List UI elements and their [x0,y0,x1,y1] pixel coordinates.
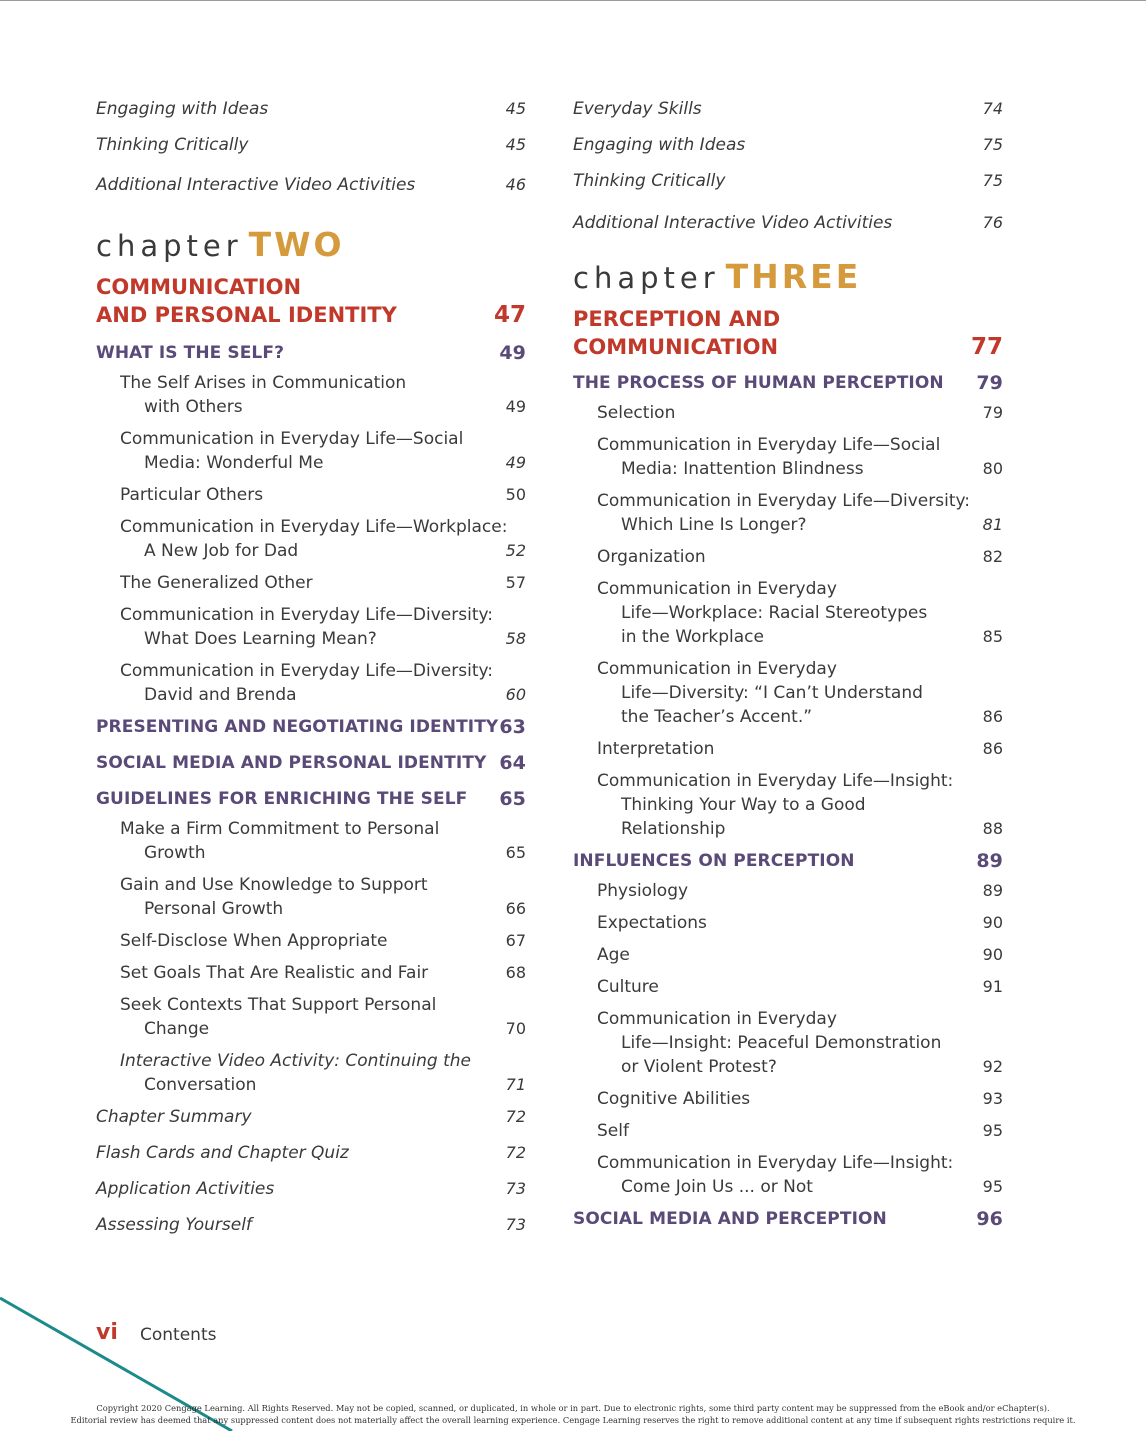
toc-entry[interactable]: Expectations 90 [597,913,1003,933]
toc-entry[interactable]: Self-Disclose When Appropriate 67 [120,931,526,951]
toc-entry[interactable]: Culture 91 [597,977,1003,997]
section-entries [573,401,1003,841]
chapter-title[interactable]: COMMUNICATION AND PERSONAL IDENTITY 47 [96,275,526,328]
toc-entry[interactable]: Communication in Everyday Life—Workplace: Racial Stereotypes in the Workplace 85 [597,579,1003,647]
toc-entry[interactable]: Additional Interactive Video Activities 76 [573,213,1003,233]
toc-entry[interactable]: Communication in Everyday Life—Diversity: Which Line Is Longer? 81 [597,491,1003,535]
toc-entry[interactable]: Communication in Everyday Life—Diversity: “I Can’t Understand the Teacher’s Accent.” 86 [597,659,1003,727]
toc-entry[interactable]: Set Goals That Are Realistic and Fair 68 [120,963,526,983]
toc-entry[interactable]: Age 90 [597,945,1003,965]
toc-entry[interactable]: Physiology 89 [597,881,1003,901]
toc-entry[interactable]: Interpretation 86 [597,739,1003,759]
section-heading[interactable]: SOCIAL MEDIA AND PERSONAL IDENTITY 64 [96,752,526,774]
section-entries [573,879,1003,1199]
section-heading[interactable]: GUIDELINES FOR ENRICHING THE SELF 65 [96,788,526,810]
chapter-page: 47 [493,302,526,328]
toc-entry[interactable]: Particular Others 50 [120,485,526,505]
toc-entry[interactable]: Make a Firm Commitment to Personal Growth 65 [120,819,526,863]
section-heading[interactable]: SOCIAL MEDIA AND PERCEPTION 96 [573,1208,1003,1230]
section-heading[interactable]: WHAT IS THE SELF? 49 [96,342,526,364]
toc-entry[interactable]: Flash Cards and Chapter Quiz 72 [96,1143,526,1163]
section-entries [96,817,526,1097]
chapter-page: 77 [970,334,1003,360]
toc-entry[interactable]: Thinking Critically 75 [573,171,1003,191]
toc-entry[interactable]: Communication in Everyday Life—Social Media: Wonderful Me 49 [120,429,526,473]
toc-entry[interactable]: Communication in Everyday Life—Diversity: What Does Learning Mean? 58 [120,605,526,649]
chapter-number: TWO [248,225,345,264]
toc-entry[interactable]: Communication in Everyday Life—Diversity: David and Brenda 60 [120,661,526,705]
section-heading[interactable]: PRESENTING AND NEGOTIATING IDENTITY 63 [96,716,526,738]
toc-entry[interactable]: Engaging with Ideas 75 [573,135,1003,155]
toc-right-column [573,97,1003,1237]
chapter-heading [573,259,1003,301]
toc-entry[interactable]: Thinking Critically 45 [96,135,526,155]
toc-entry[interactable]: Assessing Yourself 73 [96,1215,526,1235]
toc-entry[interactable]: Communication in Everyday Life—Workplace: A New Job for Dad 52 [120,517,526,561]
section-entries [96,371,526,707]
toc-entry[interactable]: Communication in Everyday Life—Insight: Come Join Us ... or Not 95 [597,1153,1003,1197]
toc-entry[interactable]: Communication in Everyday Life—Social Media: Inattention Blindness 80 [597,435,1003,479]
toc-entry[interactable]: Interactive Video Activity: Continuing the Conversation 71 [120,1051,526,1095]
page-number: vi [96,1320,118,1345]
toc-entry[interactable]: Self 95 [597,1121,1003,1141]
toc-entry[interactable]: Seek Contexts That Support Personal Change 70 [120,995,526,1039]
toc-entry[interactable]: Chapter Summary 72 [96,1107,526,1127]
section-heading[interactable]: INFLUENCES ON PERCEPTION 89 [573,850,1003,872]
toc-entry[interactable]: Communication in Everyday Life—Insight: Peaceful Demonstration or Violent Protest? 92 [597,1009,1003,1077]
toc-entry[interactable]: Selection 79 [597,403,1003,423]
toc-entry[interactable]: Engaging with Ideas 45 [96,99,526,119]
toc-entry[interactable]: Communication in Everyday Life—Insight: Thinking Your Way to a Good Relationship 88 [597,771,1003,839]
toc-entry[interactable]: Gain and Use Knowledge to Support Personal Growth 66 [120,875,526,919]
chapter-title[interactable]: PERCEPTION AND COMMUNICATION 77 [573,307,1003,360]
toc-entry[interactable]: Cognitive Abilities 93 [597,1089,1003,1109]
top-border [0,0,1146,1]
toc-entry[interactable]: Everyday Skills 74 [573,99,1003,119]
chapter-heading [96,227,526,269]
toc-entry[interactable]: Application Activities 73 [96,1179,526,1199]
toc-entry[interactable]: The Self Arises in Communication with Others 49 [120,373,526,417]
running-footer-label: Contents [140,1325,217,1345]
toc-left-column [96,97,526,1243]
chapter-number: THREE [725,257,862,296]
toc-entry[interactable]: Organization 82 [597,547,1003,567]
chapter-word: chapter [573,261,720,295]
toc-entry[interactable]: Additional Interactive Video Activities 46 [96,175,526,195]
copyright-notice: Copyright 2020 Cengage Learning. All Rights Reserved. May not be copied, scanned, or duplicated, in whole or in part. Due to electronic rights, some third party content may be suppressed from the eBook and/or eChapter(s). Editorial review has deemed that any suppressed content does not materially affect the overall learning experience. Cengage Learning reserves the right to remove additional content at any time if subsequent rights restrictions require it. [70,1403,1076,1425]
chapter-word: chapter [96,229,243,263]
section-heading[interactable]: THE PROCESS OF HUMAN PERCEPTION 79 [573,372,1003,394]
toc-entry[interactable]: The Generalized Other 57 [120,573,526,593]
